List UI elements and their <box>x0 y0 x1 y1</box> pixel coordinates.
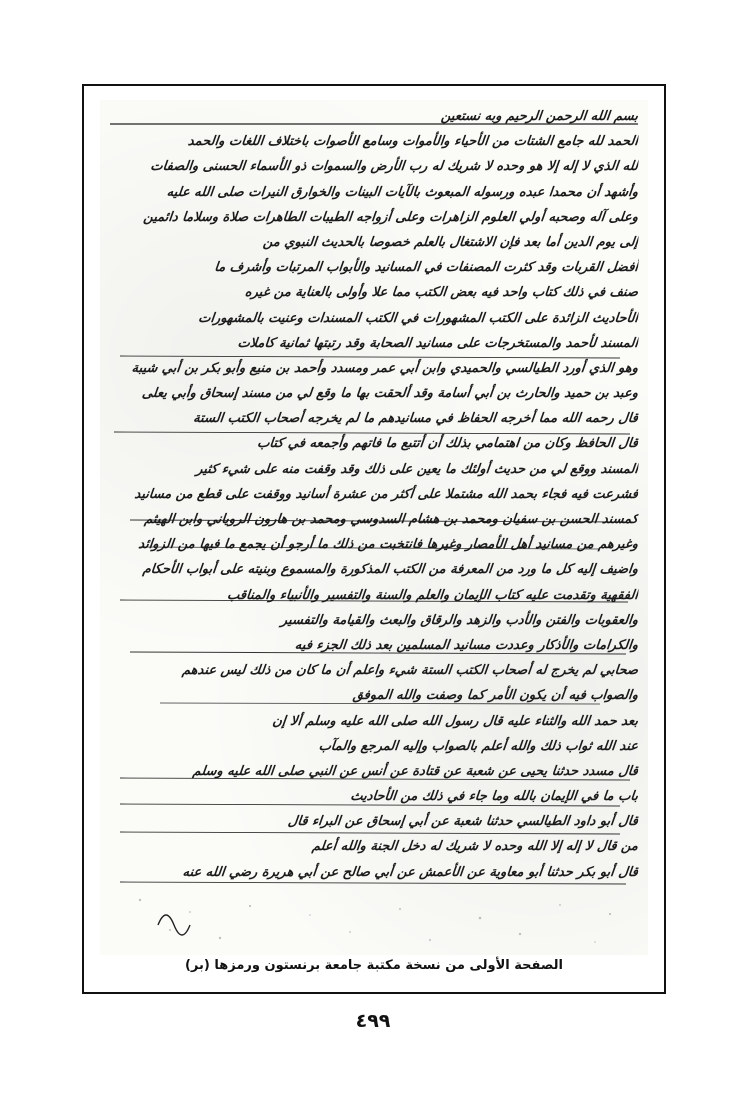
manuscript-line: الفقهية وتقدمت عليه كتاب الإيمان والعلم والسنة والتفسير والأنبياء والمناقب <box>226 587 639 603</box>
manuscript-line: قال أبو بكر حدثنا أبو معاوية عن الأعمش عن أبي صالح عن أبي هريرة رضي الله عنه <box>181 864 639 880</box>
manuscript-line: عند الله ثواب ذلك والله أعلم بالصواب وإليه المرجع والمآب <box>317 738 639 754</box>
page-frame <box>82 84 666 994</box>
manuscript-line: وهو الذي أورد الطيالسي والحميدي وابن أبي عمر ومسدد وأحمد بن منيع وأبو بكر بن أبي شيبة <box>130 360 639 376</box>
manuscript-line: بسم الله الرحمن الرحيم وبه نستعين <box>440 109 639 124</box>
page-number: ٤٩٩ <box>355 1010 391 1032</box>
manuscript-line: بعد حمد الله والثناء عليه قال رسول الله صلى الله عليه وسلم ألا إن <box>271 713 639 729</box>
manuscript-line: من قال لا إله إلا الله وحده لا شريك له دخل الجنة والله أعلم <box>311 839 639 855</box>
manuscript-line: المسند لأحمد والمستخرجات على مسانيد الصحابة وقد رتبتها ثمانية كاملات <box>236 335 639 351</box>
manuscript-line: وعلى آله وصحبه أولي العلوم الزاهرات وعلى أزواجه الطيبات الطاهرات صلاة وسلاما دائمين <box>142 209 639 225</box>
manuscript-line: إلى يوم الدين أما بعد فإن الاشتغال بالعلم خصوصا بالحديث النبوي من <box>262 234 639 250</box>
figure-caption: الصفحة الأولى من نسخة مكتبة جامعة برنستون ورمزها (بر) <box>184 958 564 973</box>
manuscript-line: قال أبو داود الطيالسي حدثنا شعبة عن أبي إسحاق عن البراء قال <box>287 814 639 830</box>
manuscript-line: والعقوبات والفتن والأدب والزهد والرقاق والبعث والقيامة والتفسير <box>280 612 639 628</box>
manuscript-line: فشرعت فيه فجاء بحمد الله مشتملا على أكثر من عشرة أسانيد ووقفت على قطع من مسانيد <box>133 486 639 502</box>
manuscript-line: المسند ووقع لي من حديث أولئك ما يعين على ذلك وقد وقفت منه على شيء كثير <box>195 461 639 477</box>
manuscript-line: قال مسدد حدثنا يحيى عن شعبة عن قتادة عن أنس عن النبي صلى الله عليه وسلم <box>191 763 639 779</box>
manuscript-line: والكرامات والأذكار وعددت مسانيد المسلمين بعد ذلك الجزء فيه <box>294 637 639 653</box>
manuscript-line: قال رحمه الله مما أخرجه الحفاظ في مسانيدهم ما لم يخرجه أصحاب الكتب الستة <box>192 411 639 427</box>
manuscript-line: الأحاديث الزائدة على الكتب المشهورات في الكتب المسندات وعنيت بالمشهورات <box>197 310 639 326</box>
manuscript-line: والصواب فيه أن يكون الأمر كما وصفت والله الموفق <box>352 688 639 704</box>
manuscript-line: صحابي لم يخرج له أصحاب الكتب الستة شيء واعلم أن ما كان من ذلك ليس عندهم <box>181 663 639 679</box>
manuscript-line: باب ما في الإيمان بالله وما جاء في ذلك من الأحاديث <box>349 789 639 805</box>
manuscript-line: وأشهد أن محمدا عبده ورسوله المبعوث بالآيات البينات والخوارق النيرات صلى الله عليه <box>165 184 639 200</box>
manuscript-line: قال الحافظ وكان من اهتمامي بذلك أن أتتبع ما فاتهم وأجمعه في كتاب <box>256 436 639 452</box>
manuscript-line: لله الذي لا إله إلا هو وحده لا شريك له رب الأرض والسموات ذو الأسماء الحسنى والصفات <box>149 159 639 175</box>
manuscript-line: وغيرهم من مسانيد أهل الأمصار وغيرها فانتخبت من ذلك ما أرجو أن يجمع ما فيها من الزوائد <box>137 537 639 553</box>
manuscript-text-lines <box>110 104 638 885</box>
manuscript-line: صنف في ذلك كتاب واحد فيه بعض الكتب مما علا وأولى بالعناية من غيره <box>244 285 639 301</box>
manuscript-line: الحمد لله جامع الشتات من الأحياء والأموات وسامع الأصوات باختلاف اللغات والحمد <box>187 134 639 150</box>
manuscript-line: كمسند الحسن بن سفيان ومحمد بن هشام السدوسي ومحمد بن هارون الروياني وابن الهيثم <box>143 512 639 527</box>
manuscript-image <box>100 100 648 955</box>
manuscript-line: واضيف إليه كل ما ورد من المعرفة من الكتب المذكورة والمسموع وبنيته على أبواب الأحكام <box>141 562 639 578</box>
manuscript-line: أفضل القربات وقد كثرت المصنفات في المسانيد والأبواب المرتبات وأشرف ما <box>213 260 639 276</box>
manuscript-line: وعبد بن حميد والحارث بن أبي أسامة وقد ألحقت بها ما وقع لي من مسند إسحاق وأبي يعلى <box>141 386 639 402</box>
